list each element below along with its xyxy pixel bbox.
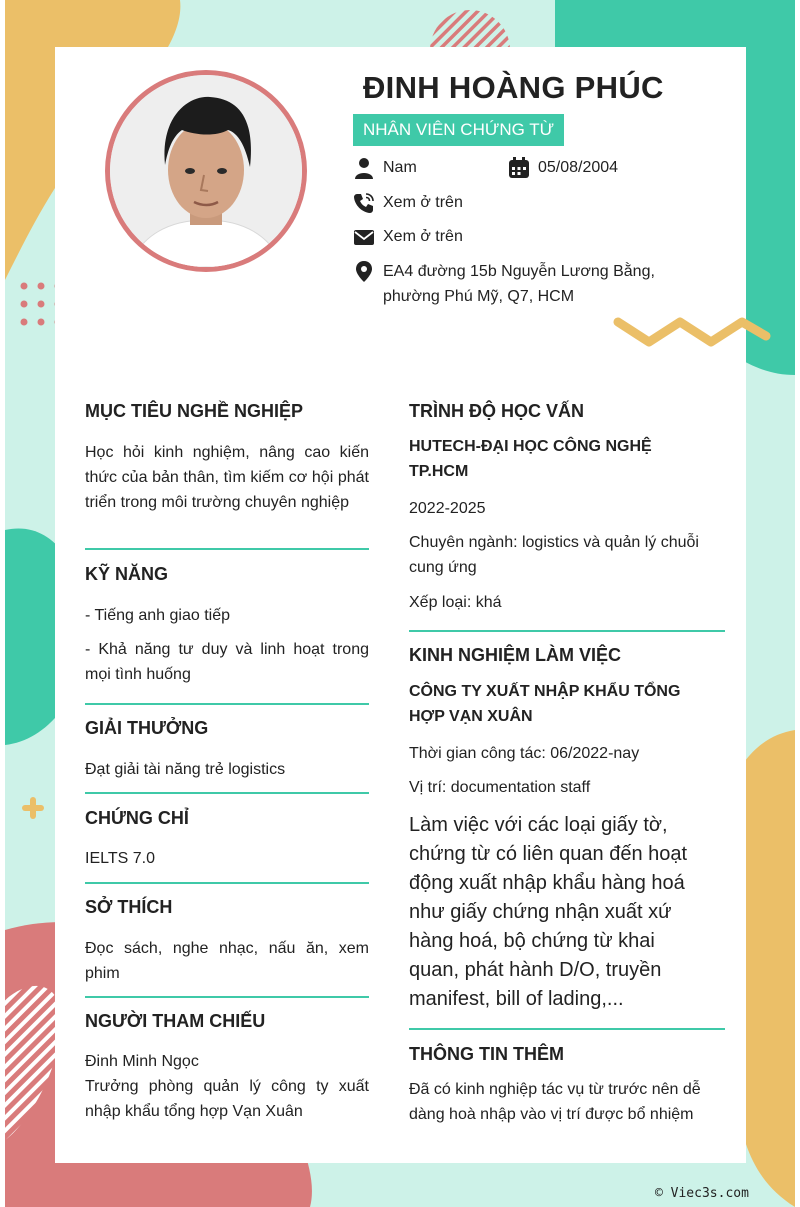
company-name: CÔNG TY XUẤT NHẬP KHẨU TỔNG HỢP VẠN XUÂN	[409, 683, 681, 725]
location-icon	[353, 261, 375, 283]
experience-title: KINH NGHIỆM LÀM VIỆC	[409, 645, 622, 665]
gender-value: Nam	[383, 159, 417, 176]
work-description: Làm việc với các loại giấy tờ, chứng từ có liên quan đến hoạt động xuất nhập khẩu hàng hoá như giấy chứng nhận xuất xứ hàng hoá, bộ chứng từ khai quan, phát hành D/O, truyền manifest, bill of lading,...	[409, 814, 688, 1010]
dob-row	[508, 155, 688, 181]
job-title-badge: NHÂN VIÊN CHỨNG TỪ	[353, 114, 564, 146]
reference-position: Trưởng phòng quản lý công ty xuất nhập khẩu tổng hợp Vạn Xuân	[85, 1078, 369, 1120]
certificates-text: IELTS 7.0	[85, 850, 155, 867]
calendar-icon	[508, 157, 530, 179]
phone-row	[353, 190, 553, 216]
awards-title: GIẢI THƯỞNG	[85, 718, 209, 738]
skill-item: - Tiếng anh giao tiếp	[85, 607, 230, 624]
hobbies-text: Đọc sách, nghe nhạc, nấu ăn, xem phim	[85, 940, 369, 982]
objective-title: MỤC TIÊU NGHỀ NGHIỆP	[85, 401, 304, 421]
school-name: HUTECH-ĐẠI HỌC CÔNG NGHỆ TP.HCM	[409, 438, 652, 480]
section-divider	[85, 792, 369, 794]
extra-info-text: Đã có kinh nghiệp tác vụ từ trước nên dễ dàng hoà nhập vào vị trí được bổ nhiệm	[409, 1081, 701, 1123]
objective-text: Học hỏi kinh nghiệm, nâng cao kiến thức của bản thân, tìm kiếm cơ hội phát triển trong môi trường chuyên nghiệp	[85, 444, 369, 511]
education-years: 2022-2025	[409, 500, 486, 517]
section-divider	[85, 882, 369, 884]
reference-name: Đinh Minh Ngọc	[85, 1053, 199, 1070]
candidate-name: ĐINH HOÀNG PHÚC	[363, 70, 664, 105]
education-grade: Xếp loại: khá	[409, 594, 502, 611]
section-divider	[409, 630, 725, 632]
section-divider	[85, 548, 369, 550]
profile-photo	[105, 70, 307, 272]
education-major: Chuyên ngành: logistics và quản lý chuỗi cung ứng	[409, 534, 699, 576]
extra-info-title: THÔNG TIN THÊM	[409, 1044, 564, 1064]
skill-item: - Khả năng tư duy và linh hoạt trong mọi tình huống	[85, 641, 369, 683]
dob-value: 05/08/2004	[538, 159, 619, 176]
awards-text: Đạt giải tài năng trẻ logistics	[85, 761, 286, 778]
references-title: NGƯỜI THAM CHIẾU	[85, 1011, 266, 1031]
address-row	[353, 259, 683, 311]
mail-icon	[353, 226, 375, 248]
education-title: TRÌNH ĐỘ HỌC VẤN	[409, 401, 584, 421]
work-position: Vị trí: documentation staff	[409, 779, 591, 796]
section-divider	[409, 1028, 725, 1030]
section-divider	[85, 703, 369, 705]
certificates-title: CHỨNG CHỈ	[85, 808, 189, 828]
gender-row	[353, 155, 503, 181]
address-line-2: phường Phú Mỹ, Q7, HCM	[383, 288, 575, 305]
section-divider	[85, 996, 369, 998]
portrait-illustration	[110, 75, 302, 267]
email-value: Xem ở trên	[383, 228, 463, 245]
skills-title: KỸ NĂNG	[85, 564, 169, 584]
phone-icon	[353, 192, 375, 214]
hobbies-title: SỞ THÍCH	[85, 897, 173, 917]
footer-credit: © Viec3s.com	[655, 1186, 749, 1201]
email-row	[353, 224, 553, 250]
user-icon	[353, 157, 375, 179]
work-period: Thời gian công tác: 06/2022-nay	[409, 745, 640, 762]
zigzag-decoration	[612, 314, 772, 350]
phone-value: Xem ở trên	[383, 194, 463, 211]
address-line-1: EA4 đường 15b Nguyễn Lương Bằng,	[383, 263, 655, 280]
